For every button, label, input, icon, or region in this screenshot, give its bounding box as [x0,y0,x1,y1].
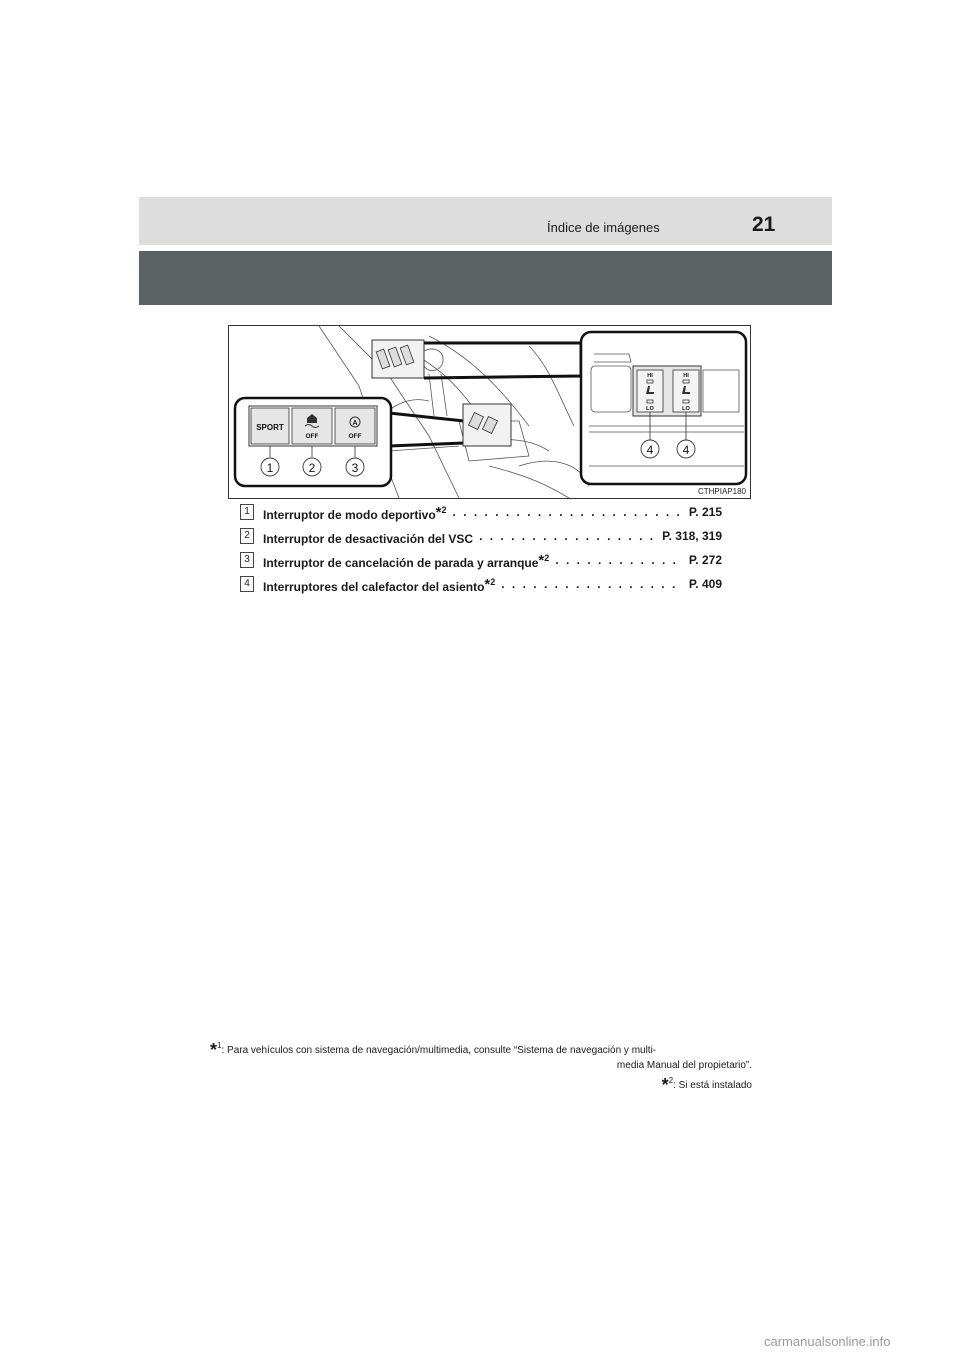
dot-leader [453,502,683,522]
list-item [240,548,722,572]
seat-heater-left-lo: LO [646,406,654,412]
page-reference-link[interactable]: P. 215 [688,505,722,519]
item-number: 1 [240,504,254,520]
stop-start-glyph: A [352,420,358,427]
callout-1: 1 [266,461,274,475]
stop-start-off-label: OFF [348,433,362,440]
footnote-1-continuation: media Manual del propietario”. [616,1060,752,1071]
item-number: 4 [240,576,254,592]
item-list [240,500,722,596]
list-item [240,572,722,596]
page-reference-link[interactable]: P. 409 [688,577,722,591]
seat-heater-right-lo: LO [682,406,690,412]
header-band [139,197,832,245]
seat-heater-left-hi: HI [647,373,653,379]
item-label: Interruptor de desactivación del VSC [263,531,474,546]
footnote-1: *$^1$: Para vehículos con sistema de navegación/multimedia, consulte “Sistema de navegación y multi- [210,1040,657,1060]
footnote-2: *$^2$: Si está instalado [661,1075,752,1095]
section-title: Índice de imágenes [547,220,660,235]
callout-3: 3 [351,461,359,475]
watermark: carmanualsonline.info [764,1334,891,1349]
console-drawing [229,326,750,498]
list-item [240,500,722,524]
dot-leader [501,574,683,594]
page-reference-link[interactable]: P. 272 [688,553,722,567]
figure-code: CTHPIAP180 [697,487,746,496]
item-number: 2 [240,528,254,544]
console-illustration [228,325,751,499]
item-label: Interruptor de cancelación de parada y arranque*$^2$ [263,551,550,570]
sport-switch-label: SPORT [256,423,284,432]
dot-leader [479,526,656,546]
callout-4-right: 4 [682,443,690,457]
list-item [240,524,722,548]
page-reference-link[interactable]: P. 318, 319 [662,529,722,543]
callout-2: 2 [308,461,316,475]
dot-leader [555,550,683,570]
seat-heater-right-hi: HI [683,373,689,379]
section-band [139,251,832,305]
callout-4-left: 4 [646,443,654,457]
footnotes [210,1038,752,1093]
item-label: Interruptor de modo deportivo*$^2$ [263,503,447,522]
item-number: 3 [240,552,254,568]
item-label: Interruptores del calefactor del asiento*$^2$ [263,575,496,594]
vsc-off-label: OFF [305,433,319,440]
page-number: 21 [752,213,776,236]
